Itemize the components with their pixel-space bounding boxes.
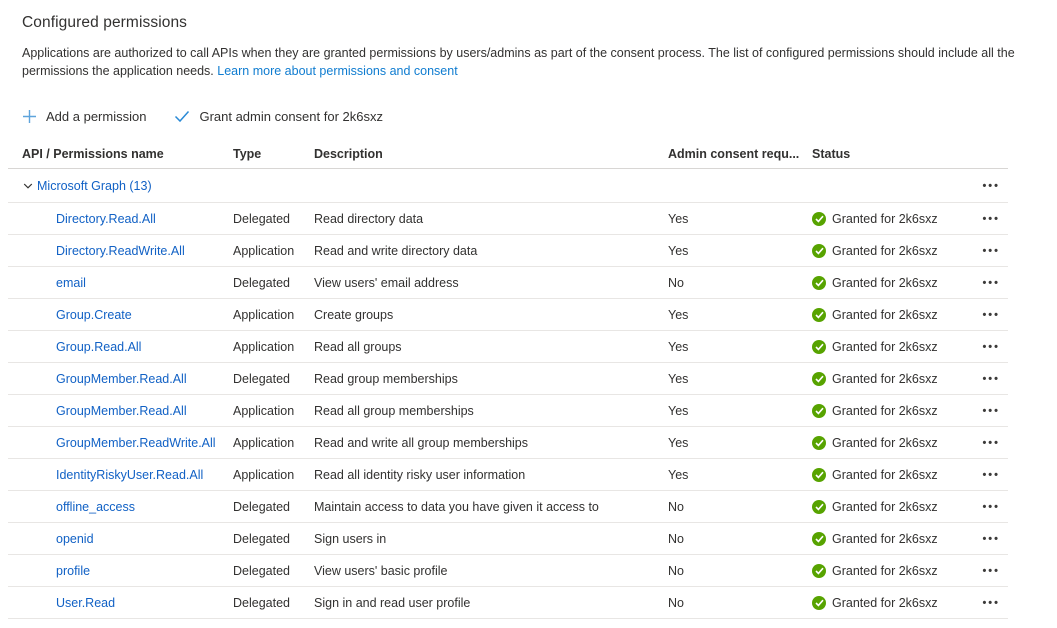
permission-description: Read and write directory data bbox=[314, 243, 478, 258]
group-row-menu-button[interactable]: ••• bbox=[982, 179, 1000, 192]
status-text: Granted for 2k6sxz bbox=[832, 499, 938, 514]
granted-check-icon bbox=[812, 212, 826, 226]
permission-description: Sign in and read user profile bbox=[314, 595, 471, 610]
permission-name-link[interactable]: IdentityRiskyUser.Read.All bbox=[56, 467, 204, 482]
status-text: Granted for 2k6sxz bbox=[832, 243, 938, 258]
permissions-table bbox=[8, 139, 1008, 619]
chevron-down-icon[interactable] bbox=[22, 180, 34, 192]
status-cell bbox=[812, 276, 966, 290]
admin-consent-required: Yes bbox=[668, 211, 689, 226]
status-cell bbox=[812, 436, 966, 450]
granted-check-icon bbox=[812, 340, 826, 354]
permission-description: View users' email address bbox=[314, 275, 459, 290]
permission-row bbox=[8, 523, 1008, 555]
status-text: Granted for 2k6sxz bbox=[832, 339, 938, 354]
admin-consent-required: Yes bbox=[668, 371, 689, 386]
row-menu-button[interactable]: ••• bbox=[982, 500, 1000, 513]
table-header-row bbox=[8, 139, 1008, 169]
status-cell bbox=[812, 404, 966, 418]
admin-consent-required: Yes bbox=[668, 307, 689, 322]
granted-check-icon bbox=[812, 500, 826, 514]
granted-check-icon bbox=[812, 596, 826, 610]
header-admin-consent: Admin consent requ... bbox=[668, 146, 800, 161]
permission-type: Application bbox=[233, 307, 295, 322]
permission-description: Read all identity risky user information bbox=[314, 467, 526, 482]
granted-check-icon bbox=[812, 372, 826, 386]
header-description: Description bbox=[314, 146, 383, 161]
status-cell bbox=[812, 212, 966, 226]
grant-admin-consent-label: Grant admin consent for 2k6sxz bbox=[199, 108, 383, 124]
row-menu-button[interactable]: ••• bbox=[982, 596, 1000, 609]
add-permission-label: Add a permission bbox=[46, 108, 147, 124]
status-text: Granted for 2k6sxz bbox=[832, 467, 938, 482]
status-cell bbox=[812, 564, 966, 578]
granted-check-icon bbox=[812, 308, 826, 322]
admin-consent-required: Yes bbox=[668, 467, 689, 482]
admin-consent-required: Yes bbox=[668, 339, 689, 354]
status-cell bbox=[812, 532, 966, 546]
granted-check-icon bbox=[812, 436, 826, 450]
status-cell bbox=[812, 372, 966, 386]
admin-consent-required: Yes bbox=[668, 243, 689, 258]
permission-row bbox=[8, 203, 1008, 235]
permission-name-link[interactable]: Directory.Read.All bbox=[56, 211, 156, 226]
permission-description: View users' basic profile bbox=[314, 563, 448, 578]
status-cell bbox=[812, 500, 966, 514]
header-status: Status bbox=[812, 146, 851, 161]
status-text: Granted for 2k6sxz bbox=[832, 435, 938, 450]
permission-row bbox=[8, 491, 1008, 523]
status-cell bbox=[812, 244, 966, 258]
permission-type: Delegated bbox=[233, 563, 290, 578]
status-text: Granted for 2k6sxz bbox=[832, 595, 938, 610]
permission-description: Read and write all group memberships bbox=[314, 435, 528, 450]
row-menu-button[interactable]: ••• bbox=[982, 532, 1000, 545]
status-cell bbox=[812, 596, 966, 610]
admin-consent-required: No bbox=[668, 595, 684, 610]
add-permission-button[interactable] bbox=[22, 109, 146, 124]
plus-icon bbox=[22, 109, 37, 124]
permission-row bbox=[8, 587, 1008, 619]
permission-type: Application bbox=[233, 467, 295, 482]
status-cell bbox=[812, 468, 966, 482]
permission-name-link[interactable]: Directory.ReadWrite.All bbox=[56, 243, 185, 258]
permission-name-link[interactable]: GroupMember.Read.All bbox=[56, 403, 187, 418]
row-menu-button[interactable]: ••• bbox=[982, 276, 1000, 289]
permission-type: Application bbox=[233, 243, 295, 258]
granted-check-icon bbox=[812, 404, 826, 418]
learn-more-link[interactable]: Learn more about permissions and consent bbox=[217, 63, 458, 78]
permission-row bbox=[8, 459, 1008, 491]
permission-description: Read directory data bbox=[314, 211, 424, 226]
permission-type: Delegated bbox=[233, 499, 290, 514]
grant-admin-consent-button[interactable] bbox=[174, 109, 383, 124]
permission-row bbox=[8, 299, 1008, 331]
check-icon bbox=[174, 110, 190, 123]
status-cell bbox=[812, 340, 966, 354]
status-text: Granted for 2k6sxz bbox=[832, 563, 938, 578]
permission-name-link[interactable]: email bbox=[56, 275, 86, 290]
admin-consent-required: Yes bbox=[668, 435, 689, 450]
permissions-rows bbox=[8, 203, 1008, 619]
permission-type: Delegated bbox=[233, 595, 290, 610]
row-menu-button[interactable]: ••• bbox=[982, 308, 1000, 321]
intro-text-body: Applications are authorized to call APIs when they are granted permissions by users/admins as part of the consent process. The list of configured permissions should include all the permissions the application needs. bbox=[22, 46, 1015, 78]
permission-type: Delegated bbox=[233, 531, 290, 546]
permission-type: Application bbox=[233, 339, 295, 354]
granted-check-icon bbox=[812, 564, 826, 578]
page-title: Configured permissions bbox=[22, 14, 188, 31]
permission-name-link[interactable]: profile bbox=[56, 563, 91, 578]
admin-consent-required: No bbox=[668, 531, 684, 546]
permission-name-link[interactable]: GroupMember.Read.All bbox=[56, 371, 187, 386]
permission-row bbox=[8, 395, 1008, 427]
permission-name-link[interactable]: GroupMember.ReadWrite.All bbox=[56, 435, 216, 450]
header-type: Type bbox=[233, 146, 262, 161]
permission-description: Read group memberships bbox=[314, 371, 458, 386]
row-menu-button[interactable]: ••• bbox=[982, 468, 1000, 481]
status-text: Granted for 2k6sxz bbox=[832, 211, 938, 226]
permission-type: Delegated bbox=[233, 211, 290, 226]
intro-text bbox=[22, 45, 1027, 80]
permission-name-link[interactable]: openid bbox=[56, 531, 94, 546]
admin-consent-required: Yes bbox=[668, 403, 689, 418]
header-api-permissions-name: API / Permissions name bbox=[22, 146, 164, 161]
status-text: Granted for 2k6sxz bbox=[832, 403, 938, 418]
permission-type: Application bbox=[233, 435, 295, 450]
permission-row bbox=[8, 363, 1008, 395]
granted-check-icon bbox=[812, 244, 826, 258]
granted-check-icon bbox=[812, 468, 826, 482]
permission-description: Maintain access to data you have given it access to bbox=[314, 499, 599, 514]
row-menu-button[interactable]: ••• bbox=[982, 564, 1000, 577]
command-bar bbox=[22, 104, 1057, 128]
permission-type: Delegated bbox=[233, 371, 290, 386]
row-menu-button[interactable]: ••• bbox=[982, 340, 1000, 353]
row-menu-button[interactable]: ••• bbox=[982, 212, 1000, 225]
api-group-link[interactable]: Microsoft Graph (13) bbox=[37, 178, 152, 193]
row-menu-button[interactable]: ••• bbox=[982, 436, 1000, 449]
row-menu-button[interactable]: ••• bbox=[982, 404, 1000, 417]
permission-description: Sign users in bbox=[314, 531, 387, 546]
permission-row bbox=[8, 267, 1008, 299]
permission-name-link[interactable]: Group.Read.All bbox=[56, 339, 142, 354]
status-text: Granted for 2k6sxz bbox=[832, 531, 938, 546]
granted-check-icon bbox=[812, 276, 826, 290]
status-text: Granted for 2k6sxz bbox=[832, 275, 938, 290]
api-group-row bbox=[8, 169, 1008, 203]
permission-row bbox=[8, 555, 1008, 587]
permission-row bbox=[8, 427, 1008, 459]
permission-name-link[interactable]: User.Read bbox=[56, 595, 116, 610]
admin-consent-required: No bbox=[668, 499, 684, 514]
admin-consent-required: No bbox=[668, 275, 684, 290]
status-text: Granted for 2k6sxz bbox=[832, 307, 938, 322]
row-menu-button[interactable]: ••• bbox=[982, 244, 1000, 257]
granted-check-icon bbox=[812, 532, 826, 546]
admin-consent-required: No bbox=[668, 563, 684, 578]
permission-name-link[interactable]: offline_access bbox=[56, 499, 135, 514]
configured-permissions-section bbox=[0, 0, 1057, 128]
permission-description: Create groups bbox=[314, 307, 394, 322]
permission-type: Application bbox=[233, 403, 295, 418]
status-text: Granted for 2k6sxz bbox=[832, 371, 938, 386]
permission-type: Delegated bbox=[233, 275, 290, 290]
permission-name-link[interactable]: Group.Create bbox=[56, 307, 132, 322]
row-menu-button[interactable]: ••• bbox=[982, 372, 1000, 385]
permission-row bbox=[8, 331, 1008, 363]
status-cell bbox=[812, 308, 966, 322]
permission-description: Read all group memberships bbox=[314, 403, 474, 418]
permission-description: Read all groups bbox=[314, 339, 402, 354]
permission-row bbox=[8, 235, 1008, 267]
